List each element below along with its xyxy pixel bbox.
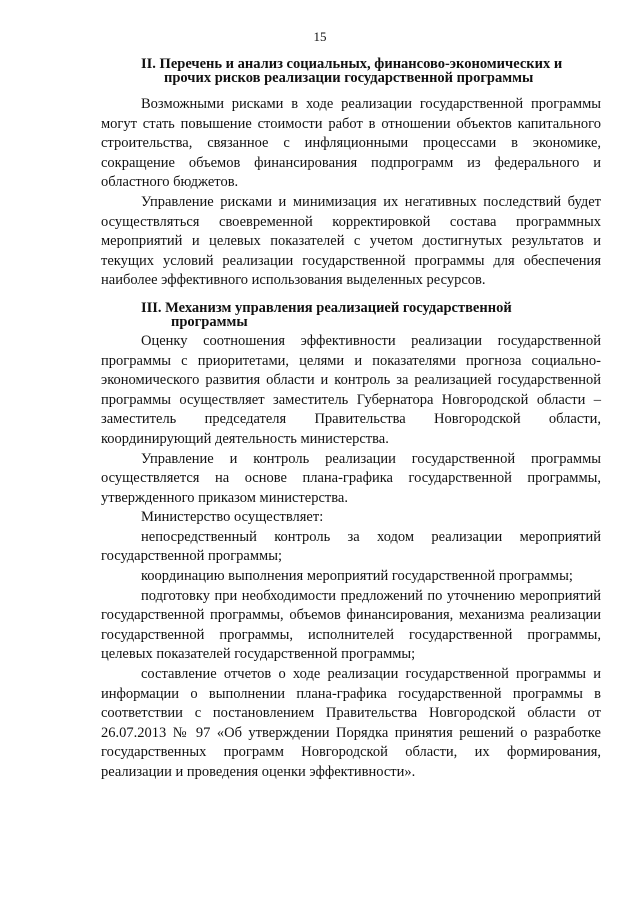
- section-3-heading: [101, 301, 601, 329]
- section-3-paragraph-5: координацию выполнения мероприятий государственной программы;: [141, 568, 573, 585]
- section-3-heading-line-2: программы: [171, 313, 248, 330]
- section-3-paragraph-3: Министерство осуществляет:: [141, 509, 324, 526]
- section-2-heading: [101, 57, 601, 85]
- section-3-heading-line-1: III. Механизм управления реализацией государственной: [141, 299, 512, 316]
- section-2-heading-line-1: II. Перечень и анализ социальных, финансово-экономических и: [141, 56, 563, 72]
- section-3-paragraph-6: подготовку при необходимости предложений по уточнению мероприятий государственной программы, объемов финансирования, механизма реализации государственной программы, исполнителей государственной программы, целевых показателей государственной программы;: [101, 587, 601, 663]
- section-2-heading-line-2: прочих рисков реализации государственной программы: [164, 70, 534, 86]
- section-3-paragraph-4: непосредственный контроль за ходом реализации мероприятий государственной программы;: [101, 528, 601, 565]
- section-3-paragraph-2: Управление и контроль реализации государственной программы осуществляется на основе плана-графика государственной программы, утвержденного приказом министерства.: [101, 450, 601, 506]
- section-3-paragraph-1: Оценку соотношения эффективности реализации государственной программы с приоритетами, целями и показателями прогноза социально-экономического развития области и контроль за реализацией государственной программы осуществляет заместитель Губернатора Новгородской области – заместитель председателя Правительства Новгородской области, координирующий деятельность министерства.: [101, 332, 601, 447]
- document-body: [101, 57, 601, 783]
- section-3-paragraph-7: составление отчетов о ходе реализации государственной программы и информации о выполнении плана-графика государственной программы в соответствии с постановлением Правительства Новгородской области от 26.07.2013 № 97 «Об утверждении Порядка принятия решений о разработке государственных программ Новгородской области, их формирования, реализации и проведения оценки эффективности».: [101, 666, 601, 780]
- section-2-paragraph-2: Управление рисками и минимизация их негативных последствий будет осуществляться своевременной корректировкой состава программных мероприятий и целевых показателей с учетом достигнутых результатов и текущих условий реализации государственной программы для обеспечения наиболее эффективного использования выделенных ресурсов.: [101, 193, 601, 289]
- page-number: 15: [313, 29, 327, 44]
- section-2-paragraph-1: Возможными рисками в ходе реализации государственной программы могут стать повышение стоимости работ в отношении объектов капитального строительства, связанное с инфляционными процессами в экономике, сокращение объемов финансирования подпрограмм из федерального и областного бюджетов.: [101, 96, 601, 191]
